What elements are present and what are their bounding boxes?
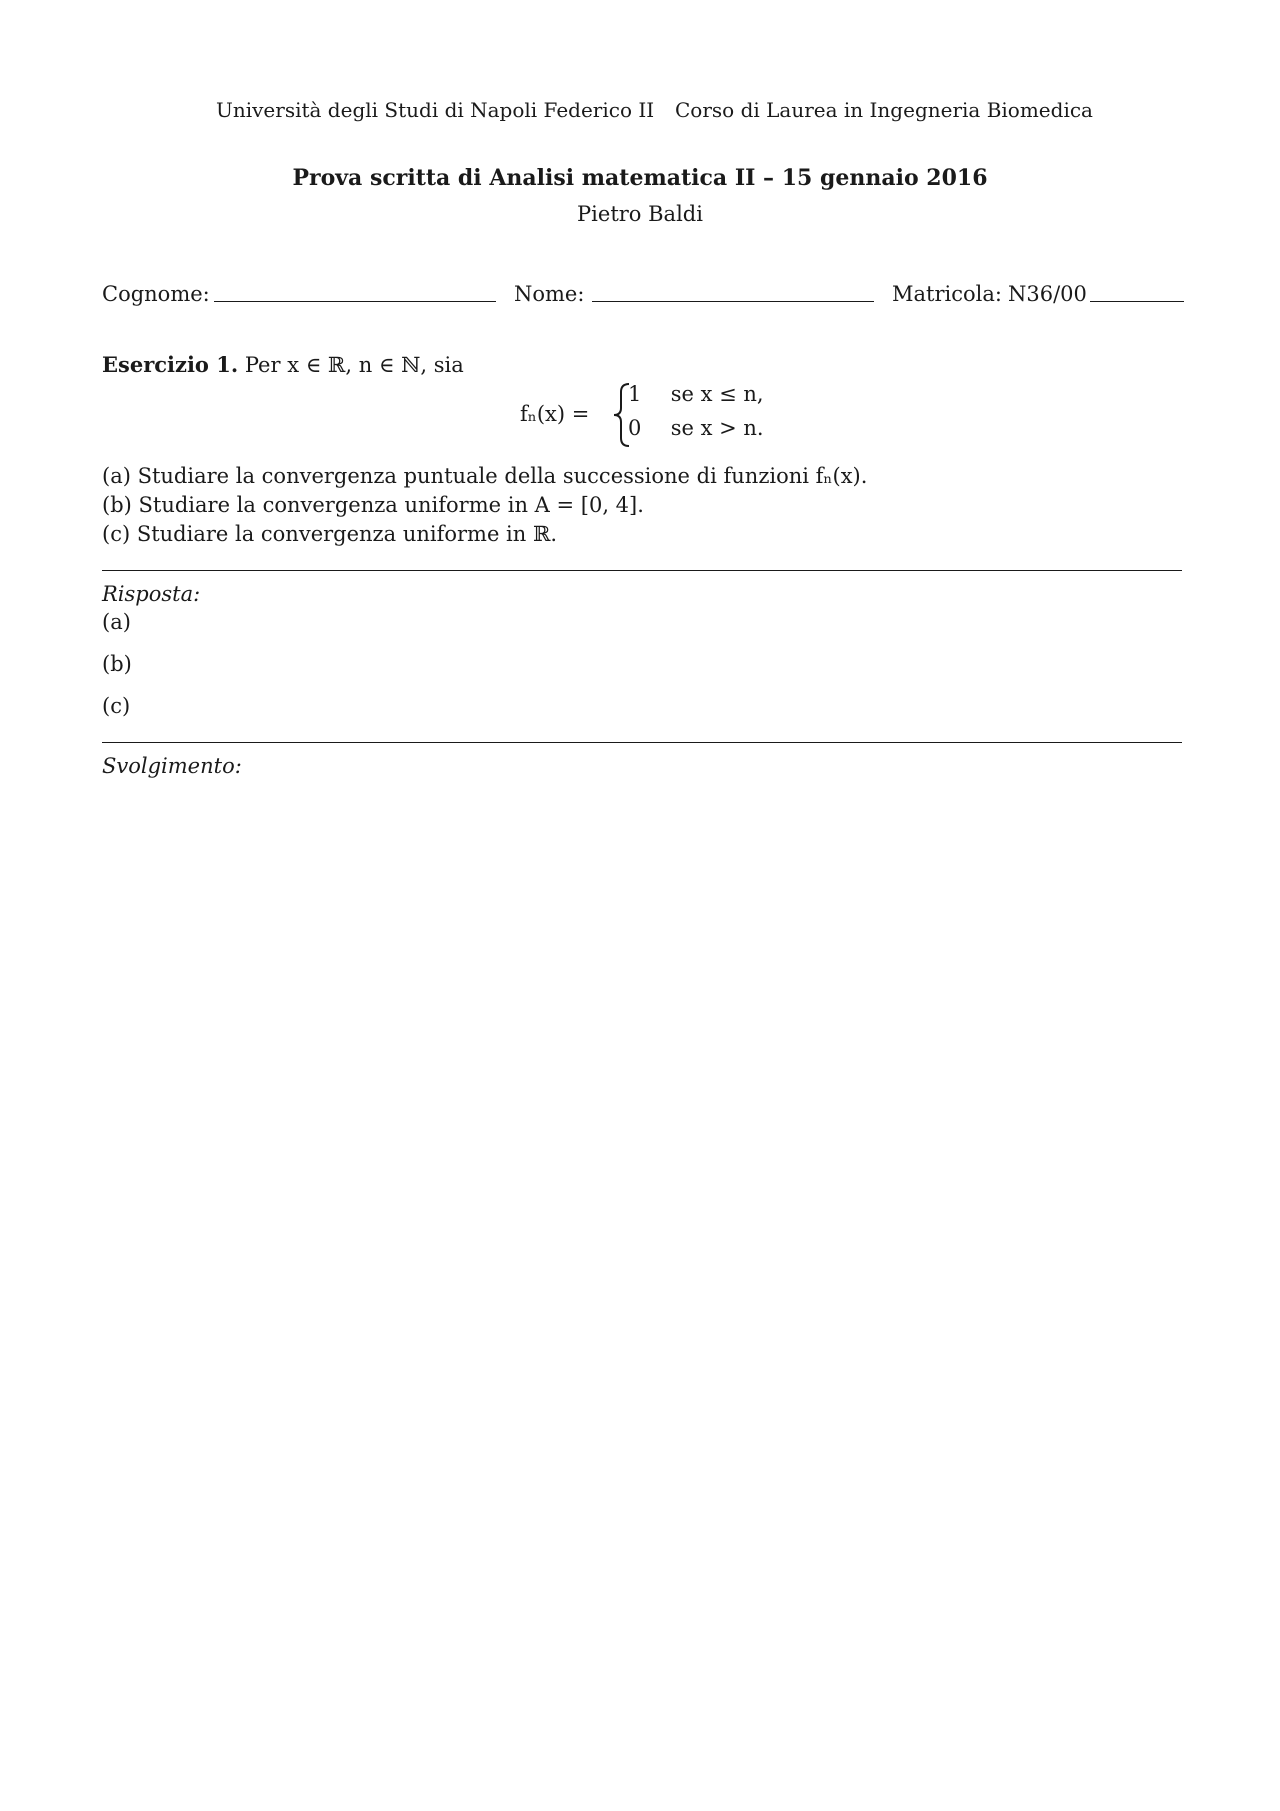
case-2-condition: se x > n. xyxy=(670,416,764,440)
answer-part-b[interactable]: (b) xyxy=(102,652,132,676)
surname-field[interactable] xyxy=(214,301,496,302)
case-1-value: 1 xyxy=(628,382,642,406)
exam-author: Pietro Baldi xyxy=(577,202,703,226)
divider-top xyxy=(102,570,1182,571)
exam-title: Prova scritta di Analisi matematica II – 15 gennaio 2016 xyxy=(292,165,988,191)
answer-label: Risposta: xyxy=(102,582,201,606)
university-name: Università degli Studi di Napoli Federico II xyxy=(216,98,655,122)
case-2-value: 0 xyxy=(628,416,642,440)
task-b: (b) Studiare la convergenza uniforme in A = [0, 4]. xyxy=(102,493,644,517)
formula-case-2 xyxy=(628,416,764,440)
exercise-heading xyxy=(102,352,464,377)
answer-part-c[interactable]: (c) xyxy=(102,694,131,718)
task-c: (c) Studiare la convergenza uniforme in ℝ. xyxy=(102,522,558,546)
case-1-condition: se x ≤ n, xyxy=(670,382,764,406)
task-a: (a) Studiare la convergenza puntuale della successione di funzioni fₙ(x). xyxy=(102,464,868,488)
exercise-label: Esercizio 1. xyxy=(102,352,239,377)
name-field[interactable] xyxy=(592,301,874,302)
matricola-label: Matricola: xyxy=(892,282,1002,306)
surname-label: Cognome: xyxy=(102,282,210,306)
name-label: Nome: xyxy=(514,282,585,306)
course-name: Corso di Laurea in Ingegneria Biomedica xyxy=(675,98,1093,122)
matricola-prefix: N36/00 xyxy=(1008,282,1087,306)
exercise-intro: Per x ∈ ℝ, n ∈ ℕ, sia xyxy=(244,353,464,377)
piecewise-formula xyxy=(520,382,780,452)
formula-case-1 xyxy=(628,382,764,406)
divider-bottom xyxy=(102,742,1182,743)
work-label: Svolgimento: xyxy=(102,754,242,778)
matricola-field[interactable] xyxy=(1090,301,1184,302)
formula-lhs: fₙ(x) = xyxy=(520,402,590,426)
answer-part-a[interactable]: (a) xyxy=(102,610,131,634)
